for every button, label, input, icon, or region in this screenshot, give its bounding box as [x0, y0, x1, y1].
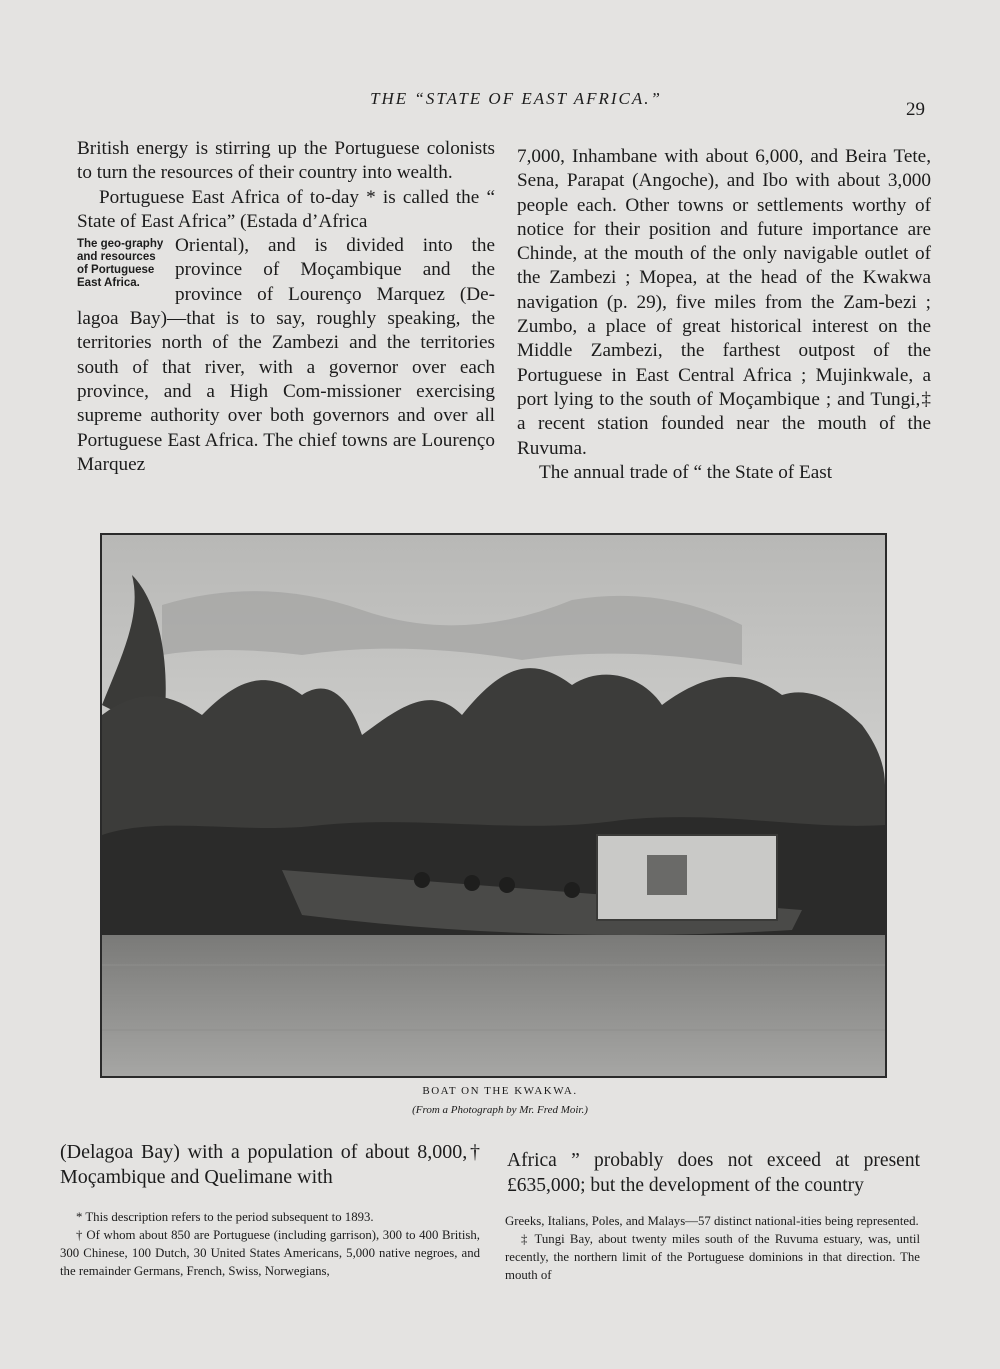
footnote-double-dagger: ‡ Tungi Bay, about twenty miles south of the Ruvuma estuary, was, until recently, the northern limit of the Portuguese dominions in that direction. The mouth of	[505, 1232, 920, 1282]
footnote-asterisk: * This description refers to the period subsequent to 1893.	[76, 1210, 374, 1224]
footnotes-left	[60, 1208, 480, 1280]
illustration-boat-photo	[100, 533, 887, 1078]
paragraph-towns: 7,000, Inhambane with about 6,000, and Beira Tete, Sena, Parapat (Angoche), and Ibo with about 3,000 people each. Other towns or settlements worthy of notice for their position and future importance are Chinde, at the mouth of the only navigable outlet of the Zambezi ; Mopea, at the head of the Kwakwa navigation (p. 29), five miles from the Zam-bezi ; Zumbo, a place of great historical interest on the Middle Zambezi, the farthest outpost of the Portuguese in East Central Africa ; Mujinkwale, a port lying to the south of Moçambique ; and Tungi,‡ a recent station founded near the mouth of the Ruvuma.	[517, 146, 931, 459]
figure-caption: BOAT ON THE KWAKWA.	[422, 1085, 578, 1097]
rower	[564, 882, 580, 898]
rower	[499, 877, 515, 893]
paragraph-annual-trade: The annual trade of “ the State of East	[539, 461, 833, 483]
page-number: 29	[906, 99, 925, 120]
paragraph-provinces: Oriental), and is divided into the province of Moçambique and the province of Lourenço Marquez (De-lagoa Bay)—that is to say, roughly speaking, the territories north of the Zambezi and the territories south of that river, with a governor over each province, and a High Com-missioner exercising supreme authority over both governors and over all Portuguese East Africa. The chief towns are Lourenço Marquez	[77, 235, 495, 475]
right-column	[517, 145, 931, 485]
footnotes-right	[505, 1212, 920, 1284]
left-column	[77, 137, 495, 477]
cabin-window	[647, 855, 687, 895]
running-title: THE “STATE OF EAST AFRICA.”	[370, 89, 662, 108]
bottom-right-text: Africa ” probably does not exceed at present £635,000; but the development of the country	[507, 1150, 920, 1196]
footnote-dagger: † Of whom about 850 are Portuguese (including garrison), 300 to 400 British, 300 Chinese, 100 Dutch, 30 United States Americans, 5,000 native negroes, and the remainder Germans, French, Swiss, Norwegians,	[60, 1228, 480, 1278]
paragraph-state-intro: Portuguese East Africa of to-day * is called the “ State of East Africa” (Estada d’Africa	[77, 186, 495, 232]
rower	[464, 875, 480, 891]
footnote-dagger-continued: Greeks, Italians, Poles, and Malays—57 distinct national-ities being represented.	[505, 1214, 919, 1228]
paragraph-british-energy: British energy is stirring up the Portuguese colonists to turn the resources of their country into wealth.	[77, 138, 495, 184]
river-water	[102, 935, 885, 1076]
figure-credit: (From a Photograph by Mr. Fred Moir.)	[412, 1104, 588, 1116]
rower	[414, 872, 430, 888]
bottom-left-text: (Delagoa Bay) with a population of about 8,000,† Moçambique and Quelimane with	[60, 1141, 480, 1188]
boat-illustration	[102, 535, 885, 1076]
margin-sidenote: The geo-graphy and resources of Portuguese East Africa.	[77, 238, 164, 290]
